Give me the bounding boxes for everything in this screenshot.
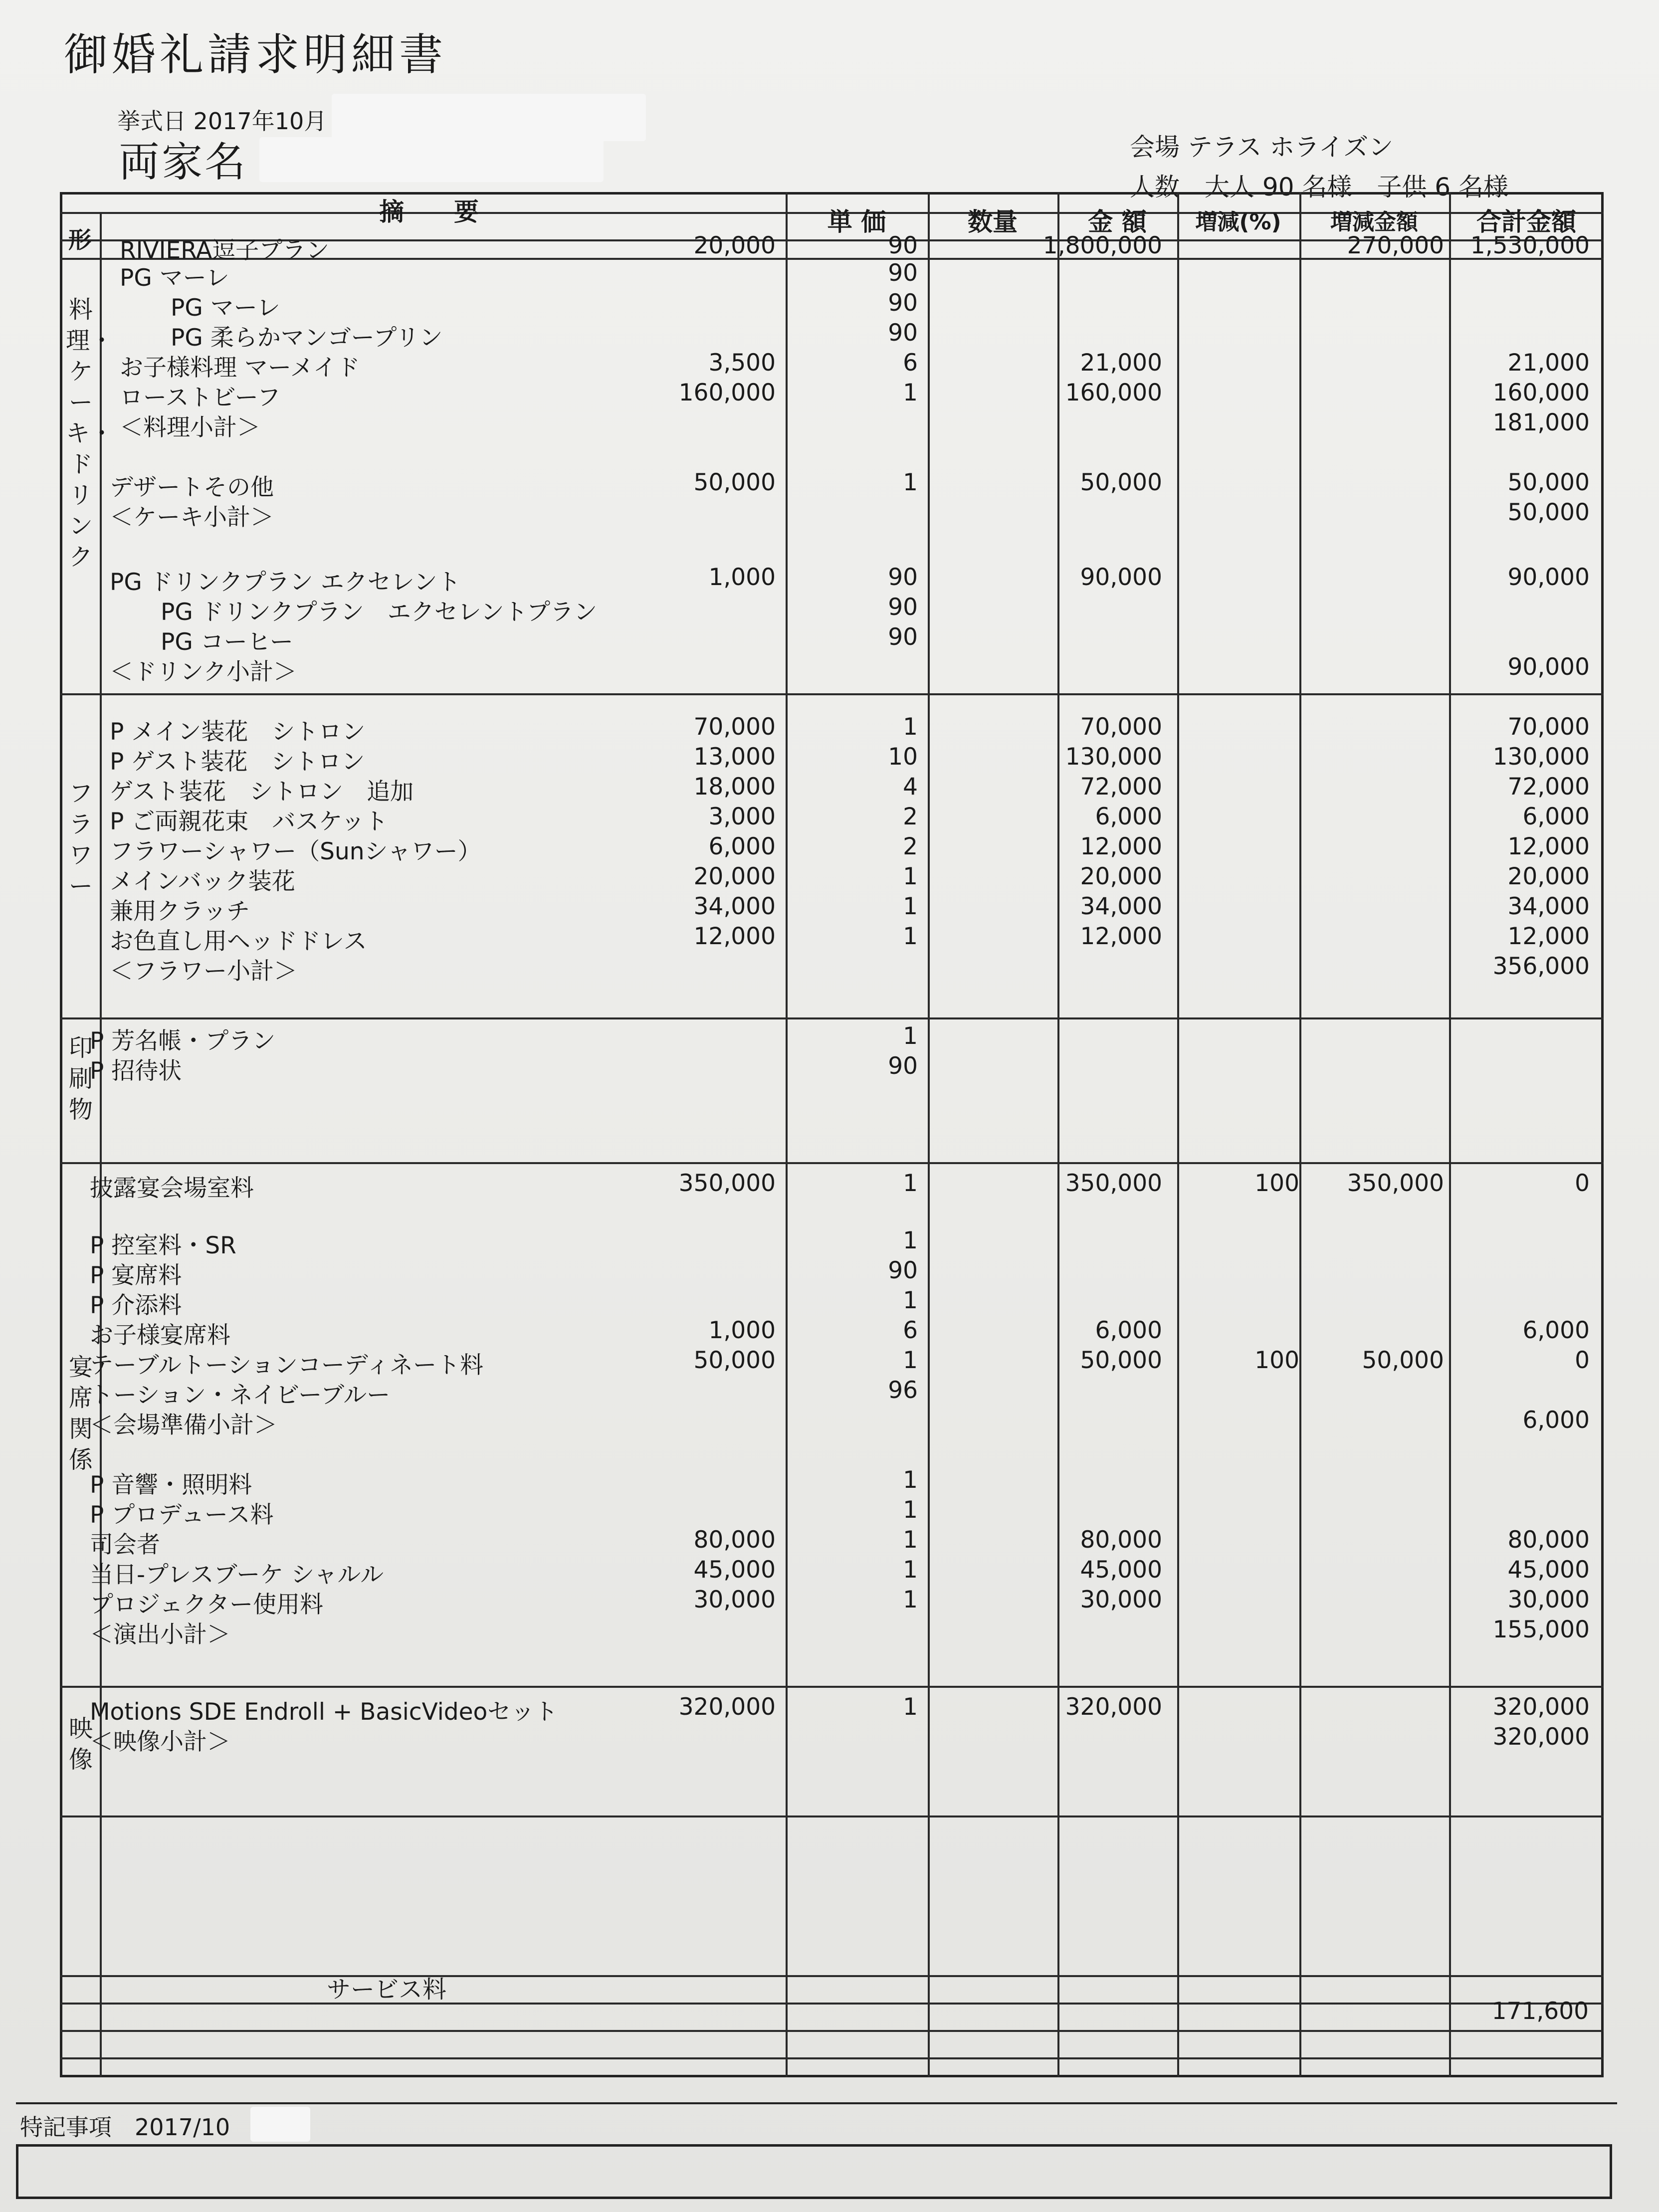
cell-t: 90,000 bbox=[1507, 653, 1590, 681]
section-divider bbox=[60, 1017, 1604, 1019]
cell-a: 6,000 bbox=[1095, 1317, 1162, 1344]
cell-d: 披露宴会場室料 bbox=[90, 1175, 254, 1202]
cell-t: 50,000 bbox=[1507, 469, 1590, 496]
cell-p: 100 bbox=[1254, 1170, 1299, 1197]
table-row bbox=[60, 1257, 1604, 1287]
cell-u: 1,000 bbox=[708, 564, 776, 591]
service-charge-total: 171,600 bbox=[1491, 1998, 1589, 2025]
cell-d: P 芳名帳・プラン bbox=[90, 1027, 276, 1055]
cell-t: 72,000 bbox=[1507, 773, 1590, 801]
cell-d: お子様料理 マーメイド bbox=[120, 354, 360, 382]
guest-count: 人数 大人 90 名様 子供 6 名様 bbox=[1130, 173, 1509, 201]
cell-d: ＜映像小計＞ bbox=[90, 1728, 230, 1756]
section-food: 料理・ケーキ・ドリンク bbox=[66, 296, 114, 571]
table-row bbox=[60, 1022, 1604, 1055]
cell-q: 1 bbox=[903, 1586, 918, 1613]
cell-q: 90 bbox=[888, 1052, 918, 1080]
document-title: 御婚礼請求明細書 bbox=[64, 29, 447, 80]
cell-d: P メイン装花 シトロン bbox=[110, 718, 366, 746]
cell-d: RIVIERA逗子プラン bbox=[120, 237, 330, 264]
table-row bbox=[60, 773, 1604, 803]
cell-a: 6,000 bbox=[1095, 803, 1162, 830]
cell-a: 160,000 bbox=[1065, 379, 1162, 406]
col-header-type: 形 bbox=[68, 226, 91, 253]
col-header-description: 摘 要 bbox=[379, 198, 479, 226]
cell-d: PG ドリンクプラン エクセレント bbox=[110, 569, 461, 596]
cell-t: 70,000 bbox=[1507, 713, 1590, 741]
cell-a: 45,000 bbox=[1080, 1556, 1162, 1584]
cell-q: 6 bbox=[903, 349, 918, 377]
section-divider bbox=[60, 1975, 1604, 1977]
cell-d: 司会者 bbox=[90, 1531, 160, 1559]
cell-t: 6,000 bbox=[1522, 1317, 1590, 1344]
cell-t: 50,000 bbox=[1507, 499, 1590, 526]
cell-u: 45,000 bbox=[693, 1556, 776, 1584]
parties-name-label: 両家名 bbox=[119, 139, 248, 186]
table-row bbox=[60, 379, 1604, 409]
cell-d: お子様宴席料 bbox=[90, 1322, 230, 1349]
section-divider bbox=[60, 2030, 1604, 2032]
section-video: 映像 bbox=[68, 1715, 93, 1774]
cell-u: 20,000 bbox=[693, 232, 776, 259]
cell-d: P 控室料・SR bbox=[90, 1232, 236, 1259]
table-row bbox=[60, 259, 1604, 292]
section-print: 印刷物 bbox=[68, 1034, 93, 1124]
cell-q: 1 bbox=[903, 1022, 918, 1050]
table-row bbox=[60, 1616, 1604, 1646]
cell-q: 90 bbox=[888, 564, 918, 591]
table-row bbox=[60, 499, 1604, 529]
service-charge-label: サービス料 bbox=[327, 1976, 447, 2004]
cell-a: 90,000 bbox=[1080, 564, 1162, 591]
notes-box bbox=[16, 2144, 1612, 2199]
table-row bbox=[60, 1586, 1604, 1616]
cell-a: 50,000 bbox=[1080, 469, 1162, 496]
table-row bbox=[60, 1170, 1604, 1200]
table-row bbox=[60, 319, 1604, 352]
table-row bbox=[60, 833, 1604, 863]
cell-u: 30,000 bbox=[693, 1586, 776, 1613]
cell-q: 90 bbox=[888, 289, 918, 317]
cell-t: 160,000 bbox=[1492, 379, 1590, 406]
table-row bbox=[60, 564, 1604, 594]
cell-p: 100 bbox=[1254, 1347, 1299, 1374]
cell-t: 130,000 bbox=[1492, 743, 1590, 771]
cell-u: 6,000 bbox=[708, 833, 776, 860]
cell-d: P プロデュース料 bbox=[90, 1501, 274, 1529]
cell-a: 320,000 bbox=[1065, 1693, 1162, 1721]
col-header-change-percent: 増減(%) bbox=[1195, 209, 1281, 235]
cell-q: 1 bbox=[903, 1227, 918, 1254]
cell-t: 0 bbox=[1575, 1170, 1590, 1197]
cell-t: 90,000 bbox=[1507, 564, 1590, 591]
cell-u: 3,000 bbox=[708, 803, 776, 830]
cell-q: 90 bbox=[888, 594, 918, 621]
cell-t: 6,000 bbox=[1522, 803, 1590, 830]
cell-t: 155,000 bbox=[1492, 1616, 1590, 1643]
cell-t: 181,000 bbox=[1492, 409, 1590, 436]
table-row bbox=[60, 1287, 1604, 1317]
cell-d: ローストビーフ bbox=[120, 384, 281, 411]
cell-u: 160,000 bbox=[678, 379, 776, 406]
cell-d: P ゲスト装花 シトロン bbox=[110, 748, 365, 776]
cell-a: 70,000 bbox=[1080, 713, 1162, 741]
cell-da: 350,000 bbox=[1347, 1170, 1444, 1197]
cell-d: テーブルトーションコーディネート料 bbox=[90, 1352, 484, 1379]
cell-t: 6,000 bbox=[1522, 1407, 1590, 1434]
cell-d: 兼用クラッチ bbox=[110, 898, 250, 925]
table-row bbox=[60, 863, 1604, 893]
cell-u: 320,000 bbox=[678, 1693, 776, 1721]
cell-q: 1 bbox=[903, 1556, 918, 1584]
cell-q: 1 bbox=[903, 469, 918, 496]
cell-d: ＜フラワー小計＞ bbox=[110, 958, 297, 985]
cell-t: 356,000 bbox=[1492, 953, 1590, 980]
section-flower: フラワー bbox=[68, 780, 93, 900]
ceremony-date: 挙式日 2017年10月 bbox=[117, 108, 327, 135]
cell-q: 90 bbox=[888, 259, 918, 287]
cell-q: 1 bbox=[903, 893, 918, 920]
table-row bbox=[60, 409, 1604, 439]
cell-q: 2 bbox=[903, 803, 918, 830]
cell-u: 34,000 bbox=[693, 893, 776, 920]
cell-t: 0 bbox=[1575, 1347, 1590, 1374]
table-row bbox=[60, 1466, 1604, 1499]
invoice-table bbox=[60, 192, 1604, 2077]
col-header-amount: 金 額 bbox=[1088, 207, 1147, 236]
table-row bbox=[60, 1407, 1604, 1439]
cell-q: 1 bbox=[903, 1496, 918, 1524]
table-row bbox=[60, 594, 1604, 626]
cell-q: 1 bbox=[903, 1526, 918, 1554]
section-divider bbox=[60, 1815, 1604, 1817]
redacted-area bbox=[250, 2107, 310, 2142]
table-row bbox=[60, 713, 1604, 746]
table-row bbox=[60, 469, 1604, 499]
section-divider bbox=[60, 2057, 1604, 2059]
notes-label: 特記事項 2017/10 bbox=[20, 2114, 230, 2141]
cell-u: 18,000 bbox=[693, 773, 776, 801]
cell-q: 1 bbox=[903, 379, 918, 406]
cell-t: 12,000 bbox=[1507, 833, 1590, 860]
cell-d: Motions SDE Endroll + BasicVideoセット bbox=[90, 1698, 558, 1726]
cell-q: 90 bbox=[888, 623, 918, 651]
table-row bbox=[60, 1526, 1604, 1559]
table-row bbox=[60, 1723, 1604, 1756]
cell-t: 20,000 bbox=[1507, 863, 1590, 890]
cell-q: 1 bbox=[903, 1693, 918, 1721]
cell-q: 1 bbox=[903, 923, 918, 950]
table-row bbox=[60, 232, 1604, 262]
cell-q: 6 bbox=[903, 1317, 918, 1344]
col-header-unit-price: 単 価 bbox=[827, 207, 886, 236]
cell-u: 1,000 bbox=[708, 1317, 776, 1344]
cell-u: 20,000 bbox=[693, 863, 776, 890]
cell-d: PG ドリンクプラン エクセレントプラン bbox=[137, 599, 598, 626]
cell-t: 1,530,000 bbox=[1470, 232, 1590, 259]
cell-a: 80,000 bbox=[1080, 1526, 1162, 1554]
table-row bbox=[60, 1317, 1604, 1347]
cell-a: 350,000 bbox=[1065, 1170, 1162, 1197]
cell-d: PG マーレ bbox=[120, 264, 229, 292]
table-row bbox=[60, 1556, 1604, 1589]
cell-t: 45,000 bbox=[1507, 1556, 1590, 1584]
col-header-quantity: 数量 bbox=[968, 207, 1018, 236]
cell-t: 21,000 bbox=[1507, 349, 1590, 377]
cell-q: 90 bbox=[888, 1257, 918, 1284]
cell-u: 50,000 bbox=[693, 469, 776, 496]
table-row bbox=[60, 893, 1604, 923]
cell-q: 10 bbox=[888, 743, 918, 771]
table-row bbox=[60, 1347, 1604, 1377]
redacted-area bbox=[332, 94, 646, 141]
cell-a: 12,000 bbox=[1080, 833, 1162, 860]
cell-d: プロジェクター使用料 bbox=[90, 1591, 324, 1618]
cell-d: デザートその他 bbox=[110, 474, 274, 501]
notes-section bbox=[16, 2102, 1617, 2194]
table-row bbox=[60, 1693, 1604, 1726]
table-row bbox=[60, 923, 1604, 953]
cell-q: 2 bbox=[903, 833, 918, 860]
cell-a: 72,000 bbox=[1080, 773, 1162, 801]
table-row bbox=[60, 1052, 1604, 1085]
cell-q: 1 bbox=[903, 1287, 918, 1314]
cell-d: ＜演出小計＞ bbox=[90, 1621, 230, 1648]
cell-u: 80,000 bbox=[693, 1526, 776, 1554]
cell-u: 70,000 bbox=[693, 713, 776, 741]
cell-da: 50,000 bbox=[1362, 1347, 1444, 1374]
cell-d: ＜料理小計＞ bbox=[120, 414, 260, 441]
cell-u: 3,500 bbox=[708, 349, 776, 377]
section-divider bbox=[60, 693, 1604, 695]
cell-q: 4 bbox=[903, 773, 918, 801]
cell-d: PG 柔らかマンゴープリン bbox=[147, 324, 443, 352]
table-row bbox=[60, 1377, 1604, 1407]
cell-q: 90 bbox=[888, 319, 918, 347]
section-banquet: 宴席関係 bbox=[68, 1353, 93, 1474]
cell-t: 320,000 bbox=[1492, 1723, 1590, 1751]
section-divider bbox=[60, 1686, 1604, 1688]
cell-t: 12,000 bbox=[1507, 923, 1590, 950]
cell-q: 1 bbox=[903, 1170, 918, 1197]
cell-a: 21,000 bbox=[1080, 349, 1162, 377]
cell-t: 320,000 bbox=[1492, 1693, 1590, 1721]
cell-d: ＜会場準備小計＞ bbox=[90, 1411, 277, 1439]
cell-d: P 招待状 bbox=[90, 1057, 182, 1085]
cell-d: ゲスト装花 シトロン 追加 bbox=[110, 778, 414, 805]
table-row bbox=[60, 1496, 1604, 1529]
table-row bbox=[60, 289, 1604, 322]
cell-d: PG マーレ bbox=[147, 294, 280, 322]
cell-t: 34,000 bbox=[1507, 893, 1590, 920]
cell-d: P 宴席料 bbox=[90, 1262, 182, 1289]
cell-d: ＜ケーキ小計＞ bbox=[110, 504, 274, 531]
cell-da: 270,000 bbox=[1347, 232, 1444, 259]
cell-d: P ご両親花束 バスケット bbox=[110, 808, 388, 835]
cell-d: P 音響・照明料 bbox=[90, 1471, 252, 1499]
cell-q: 1 bbox=[903, 863, 918, 890]
cell-a: 34,000 bbox=[1080, 893, 1162, 920]
cell-t: 80,000 bbox=[1507, 1526, 1590, 1554]
cell-q: 1 bbox=[903, 713, 918, 741]
table-row bbox=[60, 803, 1604, 833]
table-row bbox=[60, 1227, 1604, 1257]
cell-d: フラワーシャワー（Sunシャワー） bbox=[110, 838, 481, 865]
cell-u: 13,000 bbox=[693, 743, 776, 771]
cell-t: 30,000 bbox=[1507, 1586, 1590, 1613]
table-row bbox=[60, 349, 1604, 382]
redacted-area bbox=[259, 137, 604, 182]
table-row bbox=[60, 953, 1604, 983]
cell-d: トーション・ネイビーブルー bbox=[90, 1382, 391, 1409]
cell-a: 50,000 bbox=[1080, 1347, 1162, 1374]
cell-u: 50,000 bbox=[693, 1347, 776, 1374]
cell-a: 12,000 bbox=[1080, 923, 1162, 950]
cell-q: 1 bbox=[903, 1466, 918, 1494]
venue-name: 会場 テラス ホライズン bbox=[1130, 133, 1394, 162]
cell-q: 1 bbox=[903, 1347, 918, 1374]
cell-d: メインバック装花 bbox=[110, 868, 295, 895]
col-header-total: 合計金額 bbox=[1476, 207, 1576, 236]
cell-a: 1,800,000 bbox=[1042, 232, 1162, 259]
cell-d: PG コーヒー bbox=[137, 628, 293, 656]
cell-u: 350,000 bbox=[678, 1170, 776, 1197]
cell-d: ＜ドリンク小計＞ bbox=[110, 658, 297, 686]
cell-u: 12,000 bbox=[693, 923, 776, 950]
col-header-change-amount: 増減金額 bbox=[1330, 209, 1418, 235]
cell-d: 当日-プレスブーケ シャルル bbox=[90, 1561, 384, 1589]
section-divider bbox=[60, 2003, 1604, 2005]
cell-a: 130,000 bbox=[1065, 743, 1162, 771]
cell-a: 20,000 bbox=[1080, 863, 1162, 890]
table-row bbox=[60, 623, 1604, 656]
table-row bbox=[60, 743, 1604, 776]
cell-q: 96 bbox=[888, 1377, 918, 1404]
section-divider bbox=[60, 1162, 1604, 1164]
table-row bbox=[60, 653, 1604, 686]
cell-d: お色直し用ヘッドドレス bbox=[110, 928, 367, 955]
cell-a: 30,000 bbox=[1080, 1586, 1162, 1613]
cell-q: 90 bbox=[888, 232, 918, 259]
cell-d: P 介添料 bbox=[90, 1292, 182, 1319]
